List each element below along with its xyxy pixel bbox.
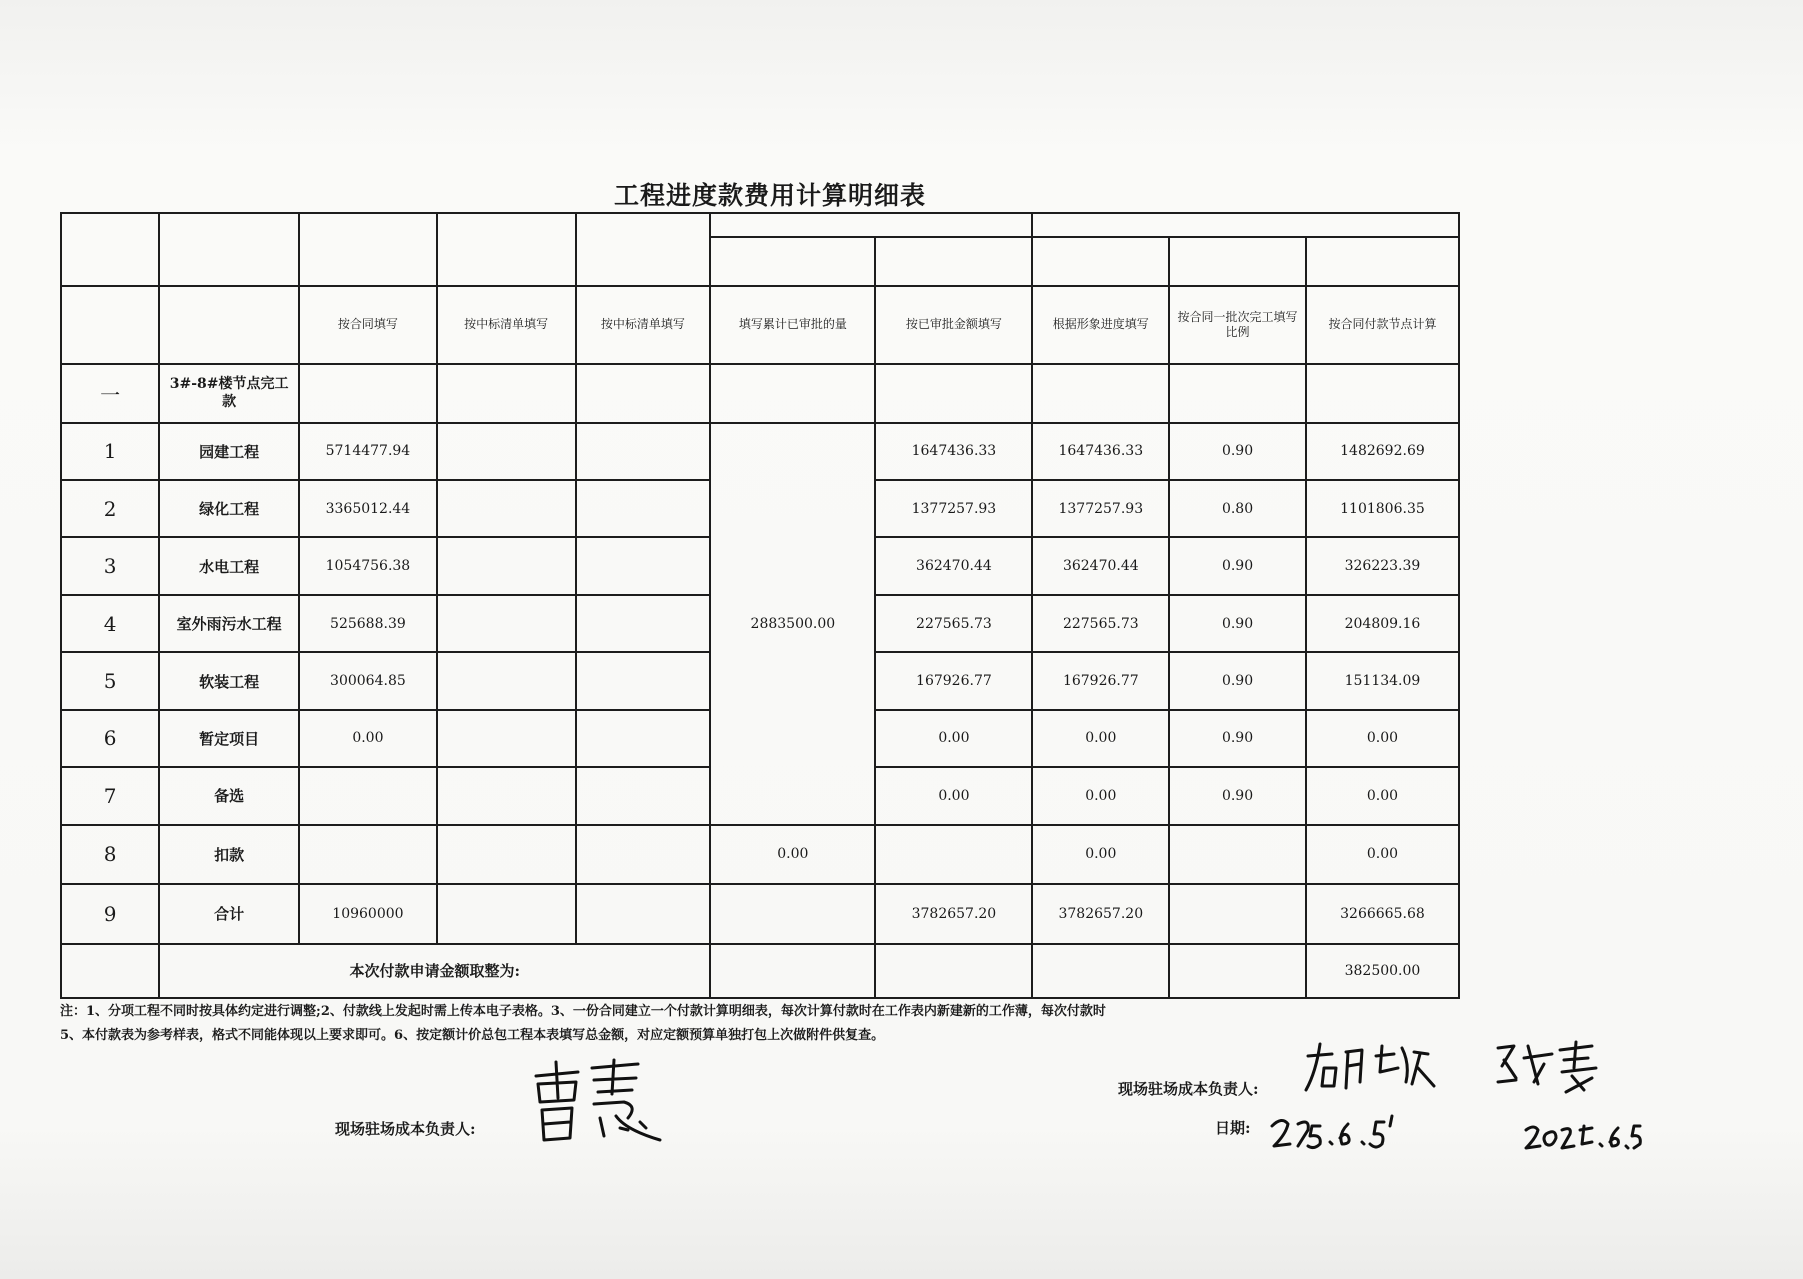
blank-header-cell (576, 213, 711, 286)
empty-cell (437, 825, 576, 884)
header-approved-amount: 按已审批金额填写 (875, 286, 1032, 365)
section-row (61, 364, 1459, 422)
progress-value: 1377257.93 (1032, 480, 1169, 537)
total-row (61, 884, 1459, 943)
row-name: 备选 (159, 767, 299, 824)
blank-header-cell (159, 213, 299, 286)
empty-cell (576, 537, 711, 594)
progress-value: 0.00 (1032, 767, 1169, 824)
contract-value: 5714477.94 (299, 423, 437, 480)
right-handwritten-date (1522, 1120, 1652, 1160)
empty-cell (576, 423, 711, 480)
contract-value: 0.00 (299, 710, 437, 767)
row-index: 4 (61, 595, 159, 652)
ratio-value: 0.90 (1169, 423, 1306, 480)
row-index: 6 (61, 710, 159, 767)
approved-amount: 1377257.93 (875, 480, 1032, 537)
row-index: 7 (61, 767, 159, 824)
progress-value: 0.00 (1032, 825, 1169, 884)
header-band-row (61, 213, 1459, 237)
empty-cell (437, 480, 576, 537)
payment-value: 1101806.35 (1306, 480, 1459, 537)
contract-value (299, 767, 437, 824)
left-handwritten-signature (528, 1058, 668, 1148)
progress-value: 362470.44 (1032, 537, 1169, 594)
request-label: 本次付款申请金额取整为: (159, 944, 710, 998)
payment-value: 0.00 (1306, 767, 1459, 824)
row-name: 软装工程 (159, 652, 299, 709)
empty-cell (437, 884, 576, 943)
blank-header-cell (1306, 237, 1459, 285)
empty-cell (1306, 364, 1459, 422)
approved-amount: 0.00 (875, 767, 1032, 824)
approved-amount: 167926.77 (875, 652, 1032, 709)
empty-cell (710, 364, 875, 422)
blank-header-cell (61, 286, 159, 365)
row-index: 9 (61, 884, 159, 943)
blank-header-cell (299, 213, 437, 286)
contract-value: 10960000 (299, 884, 437, 943)
payment-value: 151134.09 (1306, 652, 1459, 709)
row-name: 扣款 (159, 825, 299, 884)
approved-quantity: 0.00 (710, 825, 875, 884)
ratio-value: 0.90 (1169, 652, 1306, 709)
empty-cell (1032, 364, 1169, 422)
row-name: 暂定项目 (159, 710, 299, 767)
progress-value: 3782657.20 (1032, 884, 1169, 943)
empty-cell (61, 944, 159, 998)
note-line: 5、本付款表为参考样表，格式不同能体现以上要求即可。6、按定额计价总包工程本表填写总金额，对应定额预算单独打包上次做附件供复查。 (60, 1028, 885, 1043)
empty-cell (576, 364, 711, 422)
empty-cell (576, 767, 711, 824)
empty-cell (576, 652, 711, 709)
row-name: 绿化工程 (159, 480, 299, 537)
payment-value: 0.00 (1306, 710, 1459, 767)
blank-header-group (1032, 213, 1459, 237)
payment-value: 1482692.69 (1306, 423, 1459, 480)
empty-cell (576, 480, 711, 537)
column-header-row (61, 286, 1459, 365)
approved-quantity-merged: 2883500.00 (710, 423, 875, 825)
header-bid-list: 按中标清单填写 (576, 286, 711, 365)
payment-calculation-table (60, 212, 1460, 999)
empty-cell (576, 884, 711, 943)
header-payment: 按合同付款节点计算 (1306, 286, 1459, 365)
approved-amount: 227565.73 (875, 595, 1032, 652)
right-handwritten-signatures (1302, 1038, 1642, 1098)
row-name: 室外雨污水工程 (159, 595, 299, 652)
empty-cell (437, 652, 576, 709)
row-index: 2 (61, 480, 159, 537)
deduction-row (61, 825, 1459, 884)
header-contract: 按合同填写 (299, 286, 437, 365)
contract-value: 1054756.38 (299, 537, 437, 594)
table-row (61, 423, 1459, 480)
blank-header-cell (1032, 237, 1169, 285)
empty-cell (710, 944, 875, 998)
empty-cell (576, 825, 711, 884)
blank-header-cell (159, 286, 299, 365)
empty-cell (299, 364, 437, 422)
empty-cell (437, 537, 576, 594)
approved-amount: 0.00 (875, 710, 1032, 767)
ratio-value: 0.90 (1169, 595, 1306, 652)
progress-value: 0.00 (1032, 710, 1169, 767)
header-ratio: 按合同一批次完工填写比例 (1169, 286, 1306, 365)
empty-cell (1169, 884, 1306, 943)
date-label: 日期: (1215, 1119, 1251, 1137)
table-title: 工程进度款费用计算明细表 (613, 181, 926, 210)
empty-cell (437, 423, 576, 480)
progress-value: 227565.73 (1032, 595, 1169, 652)
empty-cell (437, 595, 576, 652)
empty-cell (875, 364, 1032, 422)
empty-cell (437, 364, 576, 422)
ratio-value: 0.80 (1169, 480, 1306, 537)
empty-cell (1169, 364, 1306, 422)
request-row (61, 944, 1459, 998)
empty-cell (576, 595, 711, 652)
payment-value: 326223.39 (1306, 537, 1459, 594)
right-signer-label: 现场驻场成本负责人: (1118, 1080, 1259, 1098)
contract-value: 525688.39 (299, 595, 437, 652)
blank-header-cell (1169, 237, 1306, 285)
payment-value: 0.00 (1306, 825, 1459, 884)
section-index: 一 (61, 364, 159, 422)
approved-amount: 362470.44 (875, 537, 1032, 594)
approved-amount: 1647436.33 (875, 423, 1032, 480)
section-name: 3#-8#楼节点完工款 (159, 364, 299, 422)
payment-value: 3266665.68 (1306, 884, 1459, 943)
blank-header-cell (710, 237, 875, 285)
empty-cell (437, 710, 576, 767)
empty-cell (1169, 944, 1306, 998)
row-name: 园建工程 (159, 423, 299, 480)
row-name: 合计 (159, 884, 299, 943)
row-name: 水电工程 (159, 537, 299, 594)
blank-header-cell (61, 213, 159, 286)
empty-cell (1032, 944, 1169, 998)
ratio-value: 0.90 (1169, 537, 1306, 594)
empty-cell (710, 884, 875, 943)
blank-header-cell (437, 213, 576, 286)
contract-value: 3365012.44 (299, 480, 437, 537)
row-index: 5 (61, 652, 159, 709)
approved-amount: 3782657.20 (875, 884, 1032, 943)
progress-value: 167926.77 (1032, 652, 1169, 709)
contract-value: 300064.85 (299, 652, 437, 709)
blank-header-group (710, 213, 1032, 237)
ratio-value: 0.90 (1169, 710, 1306, 767)
row-index: 1 (61, 423, 159, 480)
header-approved-quantity: 填写累计已审批的量 (710, 286, 875, 365)
left-handwritten-date (1268, 1112, 1428, 1162)
request-payment: 382500.00 (1306, 944, 1459, 998)
empty-cell (437, 767, 576, 824)
note-line: 注：1、分项工程不同时按具体约定进行调整;2、付款线上发起时需上传本电子表格。3、一份合同建立一个付款计算明细表，每次计算付款时在工作表内新建新的工作薄，每次付款时 (60, 1004, 1106, 1019)
header-progress: 根据形象进度填写 (1032, 286, 1169, 365)
empty-cell (875, 944, 1032, 998)
left-signer-label: 现场驻场成本负责人: (335, 1120, 476, 1138)
empty-cell (576, 710, 711, 767)
blank-header-cell (875, 237, 1032, 285)
empty-cell (1169, 825, 1306, 884)
payment-value: 204809.16 (1306, 595, 1459, 652)
notes (60, 1000, 1480, 1048)
row-index: 8 (61, 825, 159, 884)
progress-value: 1647436.33 (1032, 423, 1169, 480)
empty-cell (299, 825, 437, 884)
empty-cell (875, 825, 1032, 884)
row-index: 3 (61, 537, 159, 594)
ratio-value: 0.90 (1169, 767, 1306, 824)
header-bid-list: 按中标清单填写 (437, 286, 576, 365)
